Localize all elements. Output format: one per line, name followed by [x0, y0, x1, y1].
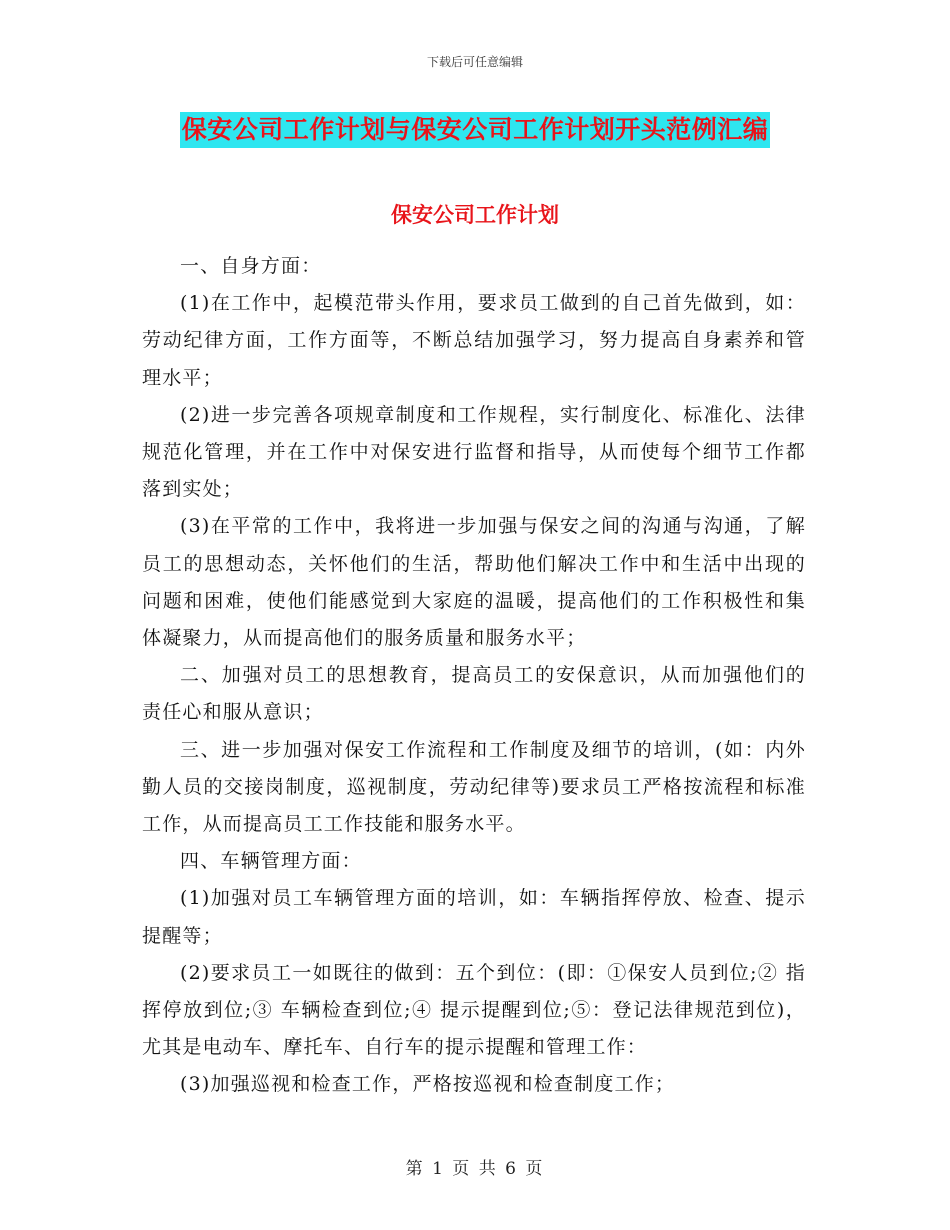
main-title-wrap [0, 112, 950, 148]
paragraph: (1)在工作中，起模范带头作用，要求员工做到的自己首先做到，如：劳动纪律方面，工作方面等，不断总结加强学习，努力提高自身素养和管理水平； [142, 292, 806, 389]
paragraph: (3)加强巡视和检查工作，严格按巡视和检查制度工作； [180, 1073, 676, 1096]
paragraph: 二、加强对员工的思想教育，提高员工的安保意识，从而加强他们的责任心和服从意识； [142, 664, 806, 724]
paragraph: 四、车辆管理方面： [180, 850, 362, 873]
paragraph: (3)在平常的工作中，我将进一步加强与保安之间的沟通与沟通，了解员工的思想动态，关怀他们的生活，帮助他们解决工作中和生活中出现的问题和困难，使他们能感觉到大家庭的温暖，提高他们的工作积极性和集体凝聚力，从而提高他们的服务质量和服务水平； [142, 515, 806, 650]
paragraph: (2)进一步完善各项规章制度和工作规程，实行制度化、标准化、法律规范化管理，并在工作中对保安进行监督和指导，从而使每个细节工作都落到实处； [142, 403, 806, 501]
paragraph: (2)要求员工一如既往的做到：五个到位：(即：①保安人员到位;② 指挥停放到位;③ 车辆检查到位;④ 提示提醒到位;⑤：登记法律规范到位)，尤其是电动车、摩托车、自行车的提示提醒和管理工作： [142, 961, 806, 1059]
page-footer: 第 1 页 共 6 页 [405, 1159, 545, 1179]
paragraph: 一、自身方面： [180, 255, 322, 277]
body-text [142, 248, 806, 1104]
section-title: 保安公司工作计划 [391, 202, 559, 227]
main-title: 保安公司工作计划与保安公司工作计划开头范例汇编 [180, 112, 771, 148]
paragraph: (1)加强对员工车辆管理方面的培训，如：车辆指挥停放、检查、提示提醒等； [142, 887, 806, 947]
header-note: 下载后可任意编辑 [426, 55, 523, 69]
paragraph: 三、进一步加强对保安工作流程和工作制度及细节的培训，(如：内外勤人员的交接岗制度，巡视制度，劳动纪律等)要求员工严格按流程和标准工作，从而提高员工工作技能和服务水平。 [142, 738, 806, 836]
